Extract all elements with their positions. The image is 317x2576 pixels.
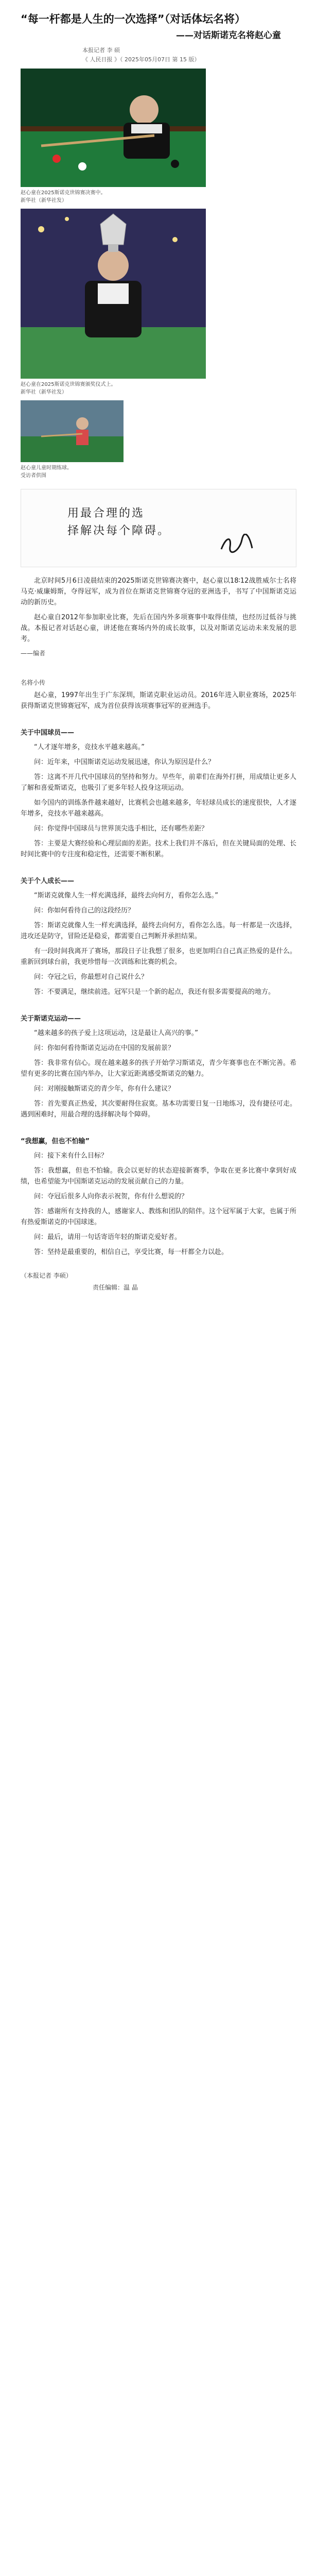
- qa-paragraph: 问：夺冠之后，你最想对自己说什么？: [34, 973, 148, 981]
- section-4: [21, 1136, 296, 1258]
- qa-paragraph: “人才逐年增多，竞技水平越来越高。”: [34, 743, 145, 751]
- closing-credit: （本报记者 李硕）: [21, 1272, 72, 1279]
- qa-paragraph: 答：主要是大赛经验和心理层面的差距。技术上我们并不落后，但在关键局面的处理、长时间比赛中的专注度和稳定性，还需要不断积累。: [21, 840, 296, 858]
- qa-paragraph: 问：对刚接触斯诺克的青少年，你有什么建议？: [34, 1085, 175, 1093]
- photo-player-at-table: [21, 69, 206, 187]
- qa-paragraph: 答：我非常有信心。现在越来越多的孩子开始学习斯诺克，青少年赛事也在不断完善。希望有更多的比赛在国内举办，让大家近距离感受斯诺克的魅力。: [21, 1059, 296, 1078]
- signature-image: [219, 534, 255, 554]
- handwritten-quote-text: [67, 505, 170, 540]
- qa-paragraph: 答：我想赢，但也不怕输。我会以更好的状态迎接新赛季，争取在更多比赛中拿到好成绩，也希望能为中国斯诺克运动的发展贡献自己的力量。: [21, 1167, 296, 1185]
- qa-paragraph: 如今国内的训练条件越来越好，比赛机会也越来越多，年轻球员成长的速度很快，人才逐年增多，竞技水平越来越高。: [21, 799, 296, 818]
- handwritten-signature: [219, 534, 255, 556]
- qa-paragraph: 问：你如何看待自己的这段经历？: [34, 907, 135, 914]
- section-1-heading: 关于中国球员——: [21, 729, 75, 737]
- qa-paragraph: 答：不要满足，继续前进。冠军只是一个新的起点，我还有很多需要提高的地方。: [34, 988, 275, 996]
- article-title: “每一杆都是人生的一次选择”（对话体坛名将）: [21, 13, 246, 25]
- intro-paragraph-1: 北京时间5月6日凌晨结束的2025斯诺克世锦赛决赛中，赵心童以18∶12战胜威尔士名将马克·威廉姆斯，夺得冠军，成为首位在斯诺克世锦赛夺冠的亚洲选手，书写了中国斯诺克运动的新历史。: [21, 577, 296, 606]
- qa-paragraph: 问：最后，请用一句话寄语年轻的斯诺克爱好者。: [34, 1233, 182, 1241]
- closing-section: [21, 1271, 296, 1292]
- qa-paragraph: 问：你觉得中国球员与世界顶尖选手相比，还有哪些差距？: [34, 825, 208, 833]
- qa-paragraph: 问：你如何看待斯诺克运动在中国的发展前景？: [34, 1044, 175, 1052]
- handwritten-quote: [21, 489, 296, 567]
- section-2-heading: 关于个人成长——: [21, 877, 75, 885]
- handwritten-line-1: 用最合理的选: [67, 507, 145, 520]
- qa-paragraph: 答：首先要真正热爱，其次要耐得住寂寞。基本功需要日复一日地练习，没有捷径可走。遇到困难时，用最合理的选择解决每个障碍。: [21, 1100, 296, 1118]
- intro-paragraph-2: 赵心童自2012年参加职业比赛，先后在国内外多项赛事中取得佳绩，也经历过低谷与挑战。本报记者对话赵心童，讲述他在赛场内外的成长故事，以及对斯诺克运动未来发展的思考。: [21, 614, 296, 643]
- editor-sign-off: ——编者: [21, 650, 46, 657]
- photo-trophy: [21, 209, 206, 379]
- section-4-heading: “我想赢，但也不怕输”: [21, 1138, 90, 1145]
- photo-1-caption: 赵心童在2025斯诺克世锦赛决赛中。 新华社（新华社发）: [21, 190, 106, 204]
- photo-player-at-table-illustration: [21, 69, 206, 187]
- qa-paragraph: 答：斯诺克就像人生一样充满选择，最终去向何方，看你怎么选。每一杆都是一次选择，进攻还是防守，冒险还是稳妥，都需要自己判断并承担结果。: [21, 922, 296, 940]
- handwritten-line-2: 择解决每个障碍。: [67, 524, 171, 537]
- article-source: 《 人民日报 》（ 2025年05月07日 第 15 版）: [82, 56, 200, 63]
- bio-section: [21, 678, 296, 711]
- qa-paragraph: 问：接下来有什么目标？: [34, 1152, 108, 1160]
- intro-section: [21, 575, 296, 657]
- photo-childhood-illustration: [21, 400, 124, 462]
- qa-paragraph: 问：夺冠后很多人向你表示祝贺，你有什么想说的？: [34, 1193, 188, 1200]
- section-1: [21, 727, 296, 860]
- qa-paragraph: “斯诺克就像人生一样充满选择，最终去向何方，看你怎么选。”: [34, 892, 218, 900]
- photo-childhood: [21, 400, 124, 462]
- qa-paragraph: 问：近年来，中国斯诺克运动发展迅速，你认为原因是什么？: [34, 758, 215, 766]
- photo-2-caption: 赵心童在2025斯诺克世锦赛颁奖仪式上。 新华社（新华社发）: [21, 382, 116, 395]
- bio-text: 赵心童，1997年出生于广东深圳，斯诺克职业运动员。2016年进入职业赛场，2025年获得斯诺克世锦赛冠军，成为首位获得该项赛事冠军的亚洲选手。: [21, 691, 296, 710]
- qa-paragraph: 有一段时间我离开了赛场，那段日子让我想了很多，也更加明白自己真正热爱的是什么。重新回到球台前，我更珍惜每一次训练和比赛的机会。: [21, 947, 296, 966]
- article-subtitle: ——对话斯诺克名将赵心童: [176, 30, 281, 41]
- section-3-heading: 关于斯诺克运动——: [21, 1015, 81, 1023]
- editor-credit: 责任编辑：温 晶: [93, 1284, 138, 1291]
- photo-3-caption: 赵心童儿童时期练球。 受访者供图: [21, 465, 72, 479]
- photo-trophy-illustration: [21, 209, 206, 379]
- qa-paragraph: 答：感谢所有支持我的人，感谢家人、教练和团队的陪伴。这个冠军属于大家，也属于所有热爱斯诺克的中国球迷。: [21, 1208, 296, 1226]
- qa-paragraph: 答：这离不开几代中国球员的坚持和努力。早些年，前辈们在海外打拼，用成绩让更多人了解和喜爱斯诺克，也吸引了更多年轻人投身这项运动。: [21, 773, 296, 792]
- article-author: 本报记者 李 硕: [82, 47, 120, 54]
- qa-paragraph: “越来越多的孩子爱上这项运动，这是最让人高兴的事。”: [34, 1029, 198, 1037]
- qa-paragraph: 答：坚持是最重要的，相信自己，享受比赛，每一杆都全力以赴。: [34, 1248, 228, 1256]
- section-2: [21, 875, 296, 997]
- section-3: [21, 1013, 296, 1120]
- bio-title: 名将小传: [21, 679, 46, 686]
